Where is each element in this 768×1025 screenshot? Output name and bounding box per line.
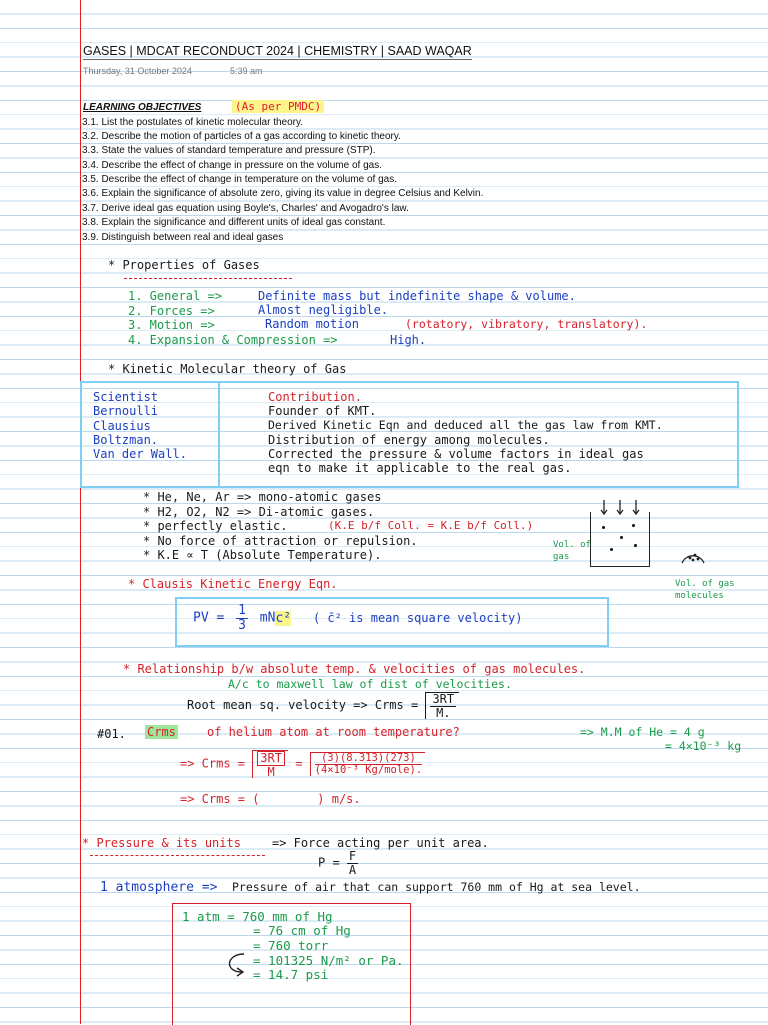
property-text: Almost negligible.	[258, 303, 389, 317]
example-step1-lhs: => Crms =	[180, 756, 246, 771]
rms-formula	[187, 692, 459, 719]
kinetic-eq-note: ( c̄² is mean square velocity)	[312, 610, 523, 625]
kinetic-eq-frac-num: 1	[238, 603, 246, 618]
postulate-item: * He, Ne, Ar => mono-atomic gases	[143, 490, 382, 504]
example-step2: => Crms = ( ) m/s.	[180, 792, 361, 806]
kmt-contribution: Derived Kinetic Eqn and deduced all the gas law from KMT.	[268, 418, 663, 432]
postulate-item: * K.E ∝ T (Absolute Temperature).	[143, 548, 382, 562]
example-step1	[180, 750, 425, 778]
kinetic-eq-cbar: c²	[275, 610, 292, 626]
pressure-unit: = 14.7 psi	[253, 967, 329, 982]
pressure-def: => Force acting per unit area.	[272, 836, 489, 850]
kinetic-eq-frac-den: 3	[238, 617, 246, 633]
objective-item: 3.6. Explain the significance of absolute zero, giving its value in degree Celsius and Kelvin.	[82, 188, 484, 199]
gas-molecule-dot	[634, 544, 637, 547]
property-label: 2. Forces =>	[128, 304, 215, 318]
gas-molecule-dot	[632, 524, 635, 527]
property-text: Random motion	[265, 317, 359, 331]
page-margin-line	[80, 0, 81, 1024]
example-step1-fraction2	[315, 753, 422, 776]
pressure-heading: * Pressure & its units	[82, 836, 241, 850]
kmt-contribution: Distribution of energy among molecules.	[268, 433, 550, 447]
rms-radical	[425, 692, 459, 719]
pressure-formula-den: A	[348, 862, 357, 877]
molecule-corner-sketch	[680, 545, 708, 565]
postulate-item: * No force of attraction or repulsion.	[143, 534, 418, 548]
curved-arrow-sketch	[222, 950, 250, 978]
objective-item: 3.9. Distinguish between real and ideal gases	[82, 232, 284, 243]
beaker-label-vol-molecules: Vol. of gas molecules	[675, 579, 735, 601]
pressure-unit: = 760 torr	[253, 938, 329, 953]
beaker-label-vol-gas: Vol. of gas	[553, 540, 591, 562]
postulate-item: * H2, O2, N2 => Di-atomic gases.	[143, 505, 375, 519]
property-text: Definite mass but indefinite shape & volume.	[258, 289, 576, 303]
rms-fraction	[430, 693, 456, 719]
rms-crms: Crms =	[374, 698, 419, 713]
objective-item: 3.4. Describe the effect of change in pressure on the volume of gas.	[82, 160, 382, 171]
gas-molecule-dot	[620, 536, 623, 539]
kmt-col2-header: Contribution.	[268, 390, 362, 404]
pressure-unit: 1 atm = 760 mm of Hg	[182, 909, 333, 924]
rms-num: 3RT	[432, 692, 455, 706]
kmt-scientist: Boltzman.	[93, 433, 159, 447]
pressure-arrows-sketch	[596, 500, 644, 516]
example-given-mass: => M.M of He = 4 g	[580, 725, 705, 739]
kmt-scientist: Bernoulli	[93, 404, 159, 418]
atm-def-text: Pressure of air that can support 760 mm of Hg at sea level.	[232, 880, 641, 894]
rms-den: M.	[436, 705, 451, 720]
example-step1-den2: (4×10⁻³ Kg/mole).	[314, 764, 423, 777]
properties-underline	[124, 278, 292, 279]
kinetic-eq-fraction	[236, 604, 248, 632]
pressure-unit: = 101325 N/m² or Pa.	[253, 953, 404, 968]
pressure-formula	[318, 850, 358, 876]
kinetic-eq-heading: * Clausis Kinetic Energy Eqn.	[128, 577, 338, 591]
postulate-item: * perfectly elastic.	[143, 519, 288, 533]
example-step1-radical2	[310, 752, 425, 776]
example-step1-den: M	[267, 764, 275, 779]
example-crms-highlight: Crms	[147, 725, 176, 739]
property-text: High.	[390, 333, 427, 347]
objective-item: 3.2. Describe the motion of particles of a gas according to kinetic theory.	[82, 131, 401, 142]
rms-label: Root mean sq. velocity =>	[187, 698, 368, 713]
objective-item: 3.3. State the values of standard temperature and pressure (STP).	[82, 145, 376, 156]
example-given-kg: = 4×10⁻³ kg	[665, 739, 742, 753]
postulate-note: (K.E b/f Coll. = K.E b/f Coll.)	[328, 519, 534, 532]
kmt-contribution: Corrected the pressure & volume factors in ideal gas	[268, 447, 644, 461]
example-step1-eq: =	[295, 756, 303, 771]
property-label: 1. General =>	[128, 289, 222, 303]
example-step1-num: 3RT	[257, 751, 285, 766]
property-label: 3. Motion =>	[128, 318, 215, 332]
pressure-formula-lhs: P =	[318, 855, 340, 870]
page-time: 5:39 am	[230, 66, 263, 76]
kmt-heading: * Kinetic Molecular theory of Gas	[108, 362, 347, 376]
kinetic-eq-formula	[193, 604, 522, 632]
example-step1-fraction	[257, 751, 285, 778]
atm-def-term: 1 atmosphere =>	[100, 880, 218, 895]
example-label: #01.	[97, 727, 126, 741]
example-step1-radical	[252, 750, 288, 778]
kmt-scientist: Clausius	[93, 419, 151, 433]
kinetic-eq-rhs: mN	[259, 610, 276, 626]
kmt-contribution: Founder of KMT.	[268, 404, 377, 418]
objective-item: 3.8. Explain the significance and different units of ideal gas constant.	[82, 217, 386, 228]
objectives-heading: LEARNING OBJECTIVES	[83, 102, 202, 113]
objective-item: 3.5. Describe the effect of change in temperature on the volume of gas.	[82, 174, 398, 185]
property-extra: (rotatory, vibratory, translatory).	[405, 317, 648, 331]
kmt-col1-header: Scientist	[93, 390, 159, 404]
kinetic-eq-lhs: PV =	[193, 610, 225, 626]
gas-molecule-dot	[610, 548, 613, 551]
page-title: GASES | MDCAT RECONDUCT 2024 | CHEMISTRY | SAAD WAQAR	[83, 44, 472, 58]
objectives-tag: (As per PMDC)	[232, 100, 324, 113]
example-question: of helium atom at room temperature?	[207, 725, 460, 739]
beaker-sketch	[590, 512, 650, 567]
kmt-scientist: Van der Wall.	[93, 447, 187, 461]
example-step1-num2: (3)(8.313)(273)	[315, 753, 422, 765]
pressure-formula-num: F	[348, 849, 357, 863]
relationship-heading: * Relationship b/w absolute temp. & velocities of gas molecules.	[123, 662, 586, 676]
pressure-formula-fraction	[347, 850, 358, 876]
relationship-sub: A/c to maxwell law of dist of velocities.	[228, 677, 512, 691]
kmt-table-divider	[218, 381, 220, 486]
kmt-contribution-cont: eqn to make it applicable to the real gas.	[268, 461, 572, 475]
pressure-unit: = 76 cm of Hg	[253, 923, 351, 938]
objective-item: 3.7. Derive ideal gas equation using Boyle's, Charles' and Avogadro's law.	[82, 203, 409, 214]
property-label: 4. Expansion & Compression =>	[128, 333, 338, 347]
properties-heading: * Properties of Gases	[108, 258, 260, 272]
page-date: Thursday, 31 October 2024	[83, 66, 192, 76]
objective-item: 3.1. List the postulates of kinetic molecular theory.	[82, 117, 304, 128]
pressure-underline	[90, 855, 265, 856]
gas-molecule-dot	[602, 526, 605, 529]
